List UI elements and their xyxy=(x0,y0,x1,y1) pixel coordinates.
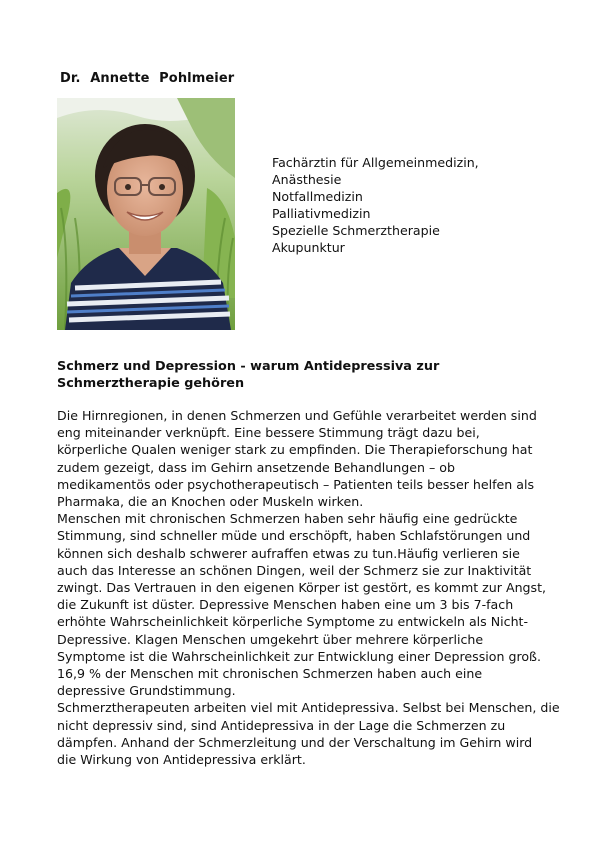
article-heading xyxy=(57,358,527,392)
body-line: zwingt. Das Vertrauen in den eigenen Körper ist gestört, es kommt zur Angst, xyxy=(57,580,547,596)
heading-line: Schmerztherapie gehören xyxy=(57,376,245,391)
body-line: Symptome ist die Wahrscheinlichkeit zur Entwicklung einer Depression groß. xyxy=(57,648,541,664)
body-line: Pharmaka, die an Knochen oder Muskeln wirken. xyxy=(57,494,364,510)
body-line: nicht depressiv sind, sind Antidepressiva in der Lage die Schmerzen zu xyxy=(57,717,506,733)
doctor-portrait-photo xyxy=(57,98,235,330)
qualification-item: Spezielle Schmerztherapie xyxy=(272,223,440,238)
body-line: die Wirkung von Antidepressiva erklärt. xyxy=(57,752,306,768)
article-body xyxy=(57,407,560,768)
body-line: Schmerztherapeuten arbeiten viel mit Antidepressiva. Selbst bei Menschen, die xyxy=(57,700,560,716)
qualifications-list xyxy=(272,154,479,256)
body-line: die Zukunft ist düster. Depressive Menschen haben eine um 3 bis 7-fach xyxy=(57,597,514,613)
body-line: auch das Interesse an schönen Dingen, weil der Schmerz sie zur Inaktivität xyxy=(57,562,532,578)
body-line: 16,9 % der Menschen mit chronischen Schmerzen haben auch eine xyxy=(57,666,483,682)
body-line: Depressive. Klagen Menschen umgekehrt über mehrere körperliche xyxy=(57,631,484,647)
heading-line: Schmerz und Depression - warum Antidepressiva zur xyxy=(57,359,440,374)
body-line: zudem gezeigt, dass im Gehirn ansetzende Behandlungen – ob xyxy=(57,459,455,475)
body-line: depressive Grundstimmung. xyxy=(57,683,236,699)
body-line: Die Hirnregionen, in denen Schmerzen und Gefühle verarbeitet werden sind xyxy=(57,408,537,423)
qualification-item: Fachärztin für Allgemeinmedizin, xyxy=(272,155,479,170)
doctor-name: Dr. Annette Pohlmeier xyxy=(60,71,235,86)
body-line: erhöhte Wahrscheinlichkeit körperliche Symptome zu entwickeln als Nicht- xyxy=(57,614,529,630)
body-line: körperliche Qualen weniger stark zu empfinden. Die Therapieforschung hat xyxy=(57,442,533,458)
qualification-item: Anästhesie xyxy=(272,172,342,187)
body-line: können sich deshalb schwerer aufraffen etwas zu tun.Häufig verlieren sie xyxy=(57,545,520,561)
body-line: Menschen mit chronischen Schmerzen haben sehr häufig eine gedrückte xyxy=(57,511,518,527)
body-line: dämpfen. Anhand der Schmerzleitung und der Verschaltung im Gehirn wird xyxy=(57,734,533,750)
qualification-item: Palliativmedizin xyxy=(272,206,371,221)
body-line: medikamentös oder psychotherapeutisch – Patienten teils besser helfen als xyxy=(57,476,535,492)
body-line: eng miteinander verknüpft. Eine bessere Stimmung trägt dazu bei, xyxy=(57,425,480,441)
body-line: Stimmung, sind schneller müde und erschöpft, haben Schlafstörungen und xyxy=(57,528,531,544)
qualification-item: Notfallmedizin xyxy=(272,189,363,204)
portrait-illustration xyxy=(57,98,235,330)
qualification-item: Akupunktur xyxy=(272,240,345,255)
